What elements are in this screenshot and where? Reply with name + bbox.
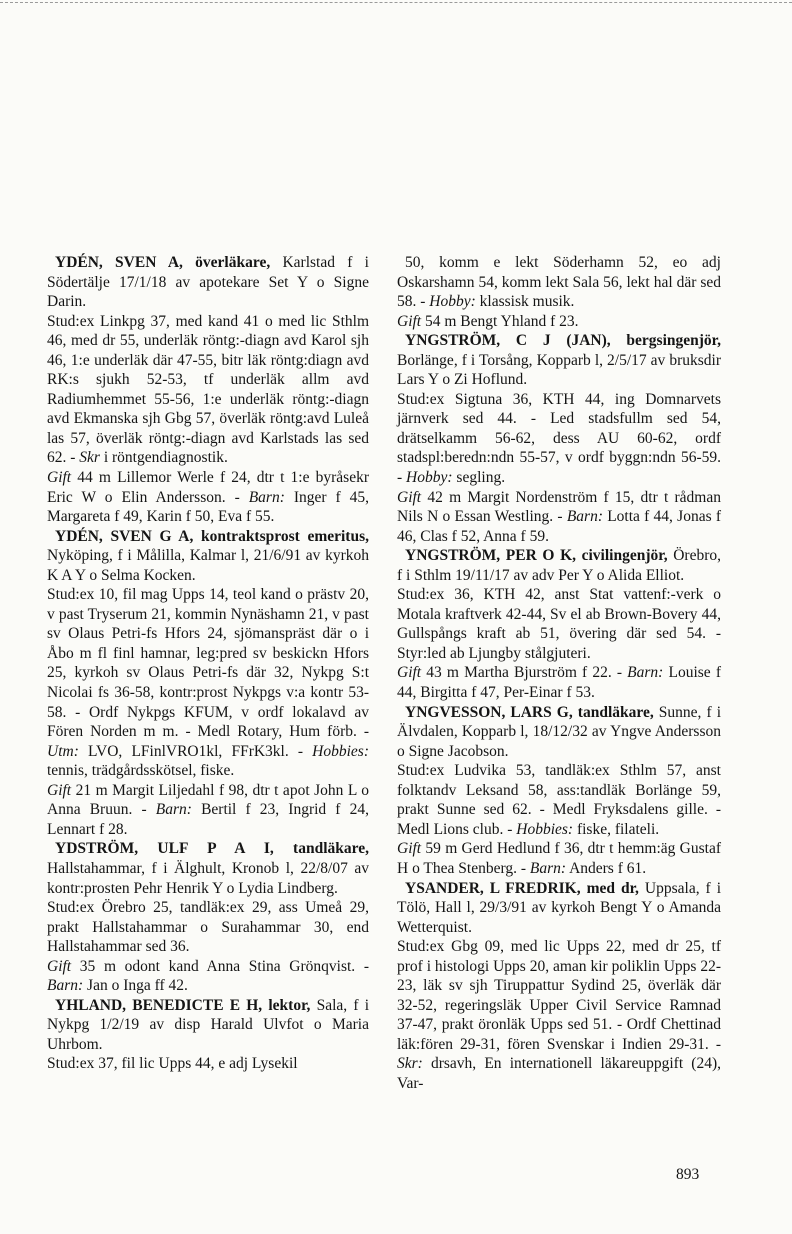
- biography-entry: [47, 253, 369, 527]
- field-label: Gift: [47, 469, 72, 487]
- field-label: Barn:: [248, 488, 285, 506]
- entry-text: Anders f 61.: [566, 859, 647, 877]
- entry-text: Stud:ex 37, fil lic Upps 44, e adj Lysekil: [47, 1055, 298, 1073]
- entry-text: 21 m Margit Liljedahl f 98, dtr t apot John L o Anna Bruun. -: [47, 781, 369, 819]
- entry-paragraph: [397, 839, 721, 878]
- field-label: Utm:: [47, 742, 79, 760]
- column-left: [47, 253, 369, 1074]
- entry-heading: YNGVESSON, LARS G, tandläkare,: [405, 703, 654, 721]
- field-label: Gift: [397, 664, 422, 682]
- entry-text: fiske, filateli.: [573, 820, 660, 838]
- entry-text: Uppsala, f i Tölö, Hall l, 29/3/91 av kyrkoh Bengt Y o Amanda Wetterquist.: [397, 879, 721, 936]
- entry-paragraph: [47, 1054, 369, 1074]
- field-label: Gift: [397, 312, 422, 330]
- entry-heading: YNGSTRÖM, PER O K, civilingenjör,: [405, 547, 668, 565]
- field-label: Hobbies:: [516, 820, 574, 838]
- entry-text: Nyköping, f i Målilla, Kalmar l, 21/6/91 av kyrkoh K A Y o Selma Kocken.: [47, 547, 369, 584]
- entry-paragraph: [47, 253, 369, 312]
- entry-text: Sunne, f i Älvdalen, Kopparb l, 18/12/32 av Yngve Andersson o Signe Jacobson.: [397, 703, 721, 760]
- field-label: Skr: [79, 449, 100, 467]
- field-label: Barn:: [627, 664, 664, 682]
- field-label: Barn:: [566, 508, 603, 526]
- entry-paragraph: [397, 253, 721, 312]
- page-number: 893: [676, 1166, 700, 1183]
- entry-text: Karlstad f i Södertälje 17/1/18 av apotekare Set Y o Signe Darin.: [47, 254, 369, 311]
- entry-paragraph: [397, 703, 721, 762]
- field-label: Hobbies:: [312, 742, 369, 760]
- entry-paragraph: [397, 331, 721, 390]
- entry-paragraph: [47, 468, 369, 527]
- entry-text: Jan o Inga ff 42.: [83, 977, 188, 995]
- column-right: [397, 253, 721, 1094]
- entry-text: 59 m Gerd Hedlund f 36, dtr t hemm:äg Gustaf H o Thea Stenberg. -: [397, 840, 721, 877]
- entry-text: Stud:ex Gbg 09, med lic Upps 22, med dr 25, tf prof i histologi Upps 20, aman kir poliklin Upps 22-23, läk sv sjh Tiruppattur Sydind 25, överläk där 32-52, regeringsläk Upper Civil Service Ramnad 37-47, prakt öronläk Upps sed 51. - Ordf Chettinad läk:fören 29-31, fören Svenskar i Indien 29-31. -: [397, 938, 721, 1053]
- biography-entry: [47, 839, 369, 995]
- entry-text: Stud:ex Ludvika 53, tandläk:ex Sthlm 57, anst folktandv Leksand 58, ass:tandläk Borlänge 59, prakt Sunne sed 62. - Medl Fryksdalens gille. - Medl Lions club. -: [397, 762, 721, 838]
- field-label: Barn:: [529, 859, 567, 877]
- entry-text: Örebro, f i Sthlm 19/11/17 av adv Per Y o Alida Elliot.: [397, 547, 721, 584]
- entry-text: Stud:ex Linkpg 37, med kand 41 o med lic Sthlm 46, med dr 55, underläk röntg:-diagn avd Karol sjh 46, 1:e underläk där 47-55, bitr läk röntg:diagn avd RK:s sjukh 52-53, tf underläk allm avd Radiumhemmet 55-56, 1:e underläk röntg:-diagn avd Ekmanska sjh Gbg 57, överläk röntg:avd Luleå las 57, överläk röntg:-diagn avd Karlstads las sed 62. -: [47, 312, 369, 467]
- field-label: Gift: [47, 957, 72, 975]
- entry-paragraph: [47, 527, 369, 586]
- entry-paragraph: [397, 761, 721, 839]
- biography-entry: [397, 703, 721, 879]
- entry-text: tennis, trädgårdsskötsel, fiske.: [47, 762, 235, 780]
- entry-paragraph: [397, 585, 721, 663]
- entry-heading: YSANDER, L FREDRIK, med dr,: [405, 879, 639, 897]
- entry-heading: YDÉN, SVEN A, överläkare,: [55, 254, 271, 271]
- entry-text: i röntgendiagnostik.: [99, 449, 228, 467]
- entry-paragraph: [47, 839, 369, 898]
- entry-paragraph: [47, 781, 369, 840]
- entry-text: Hallstahammar, f i Älghult, Kronob l, 22/8/07 av kontr:prosten Pehr Henrik Y o Lydia Lindberg.: [47, 859, 369, 897]
- field-label: Hobby:: [406, 469, 453, 487]
- entry-paragraph: [397, 390, 721, 488]
- entry-text: Stud:ex Sigtuna 36, KTH 44, ing Domnarvets järnverk sed 44. - Led stadsfullm sed 54, drätselkamm 56-62, dess AU 60-62, ordf stadspl:beredn:ndn 55-57, v ordf byggn:ndn 56-59. -: [397, 390, 721, 487]
- entry-heading: YHLAND, BENEDICTE E H, lektor,: [55, 996, 311, 1014]
- entry-text: Stud:ex Örebro 25, tandläk:ex 29, ass Umeå 29, prakt Hallstahammar o Surahammar 30, end Hallstahammar sed 36.: [47, 899, 369, 956]
- entry-paragraph: [47, 957, 369, 996]
- entry-text: LVO, LFinlVRO1kl, FFrK3kl. -: [78, 742, 313, 760]
- biography-entry: [397, 331, 721, 546]
- entry-text: Louise f 44, Birgitta f 47, Per-Einar f 53.: [397, 664, 721, 702]
- field-label: Gift: [397, 840, 422, 858]
- entry-text: Inger f 45, Margareta f 49, Karin f 50, Eva f 55.: [47, 488, 369, 526]
- biography-entry: [397, 879, 721, 1094]
- page-top-border: [0, 2, 792, 3]
- biography-entry: [47, 527, 369, 840]
- entry-paragraph: [397, 312, 721, 332]
- entry-text: Sala, f i Nykpg 1/2/19 av disp Harald Ulvfot o Maria Uhrbom.: [47, 996, 370, 1053]
- entry-text: 35 m odont kand Anna Stina Grönqvist. -: [71, 957, 369, 975]
- entry-text: 44 m Lillemor Werle f 24, dtr t 1:e byråsekr Eric W o Elin Andersson. -: [47, 469, 369, 506]
- biography-entry: [47, 996, 369, 1074]
- field-label: Gift: [47, 781, 72, 799]
- entry-heading: YDÉN, SVEN G A, kontraktsprost emeritus,: [55, 527, 369, 545]
- entry-text: segling.: [452, 469, 506, 487]
- entry-paragraph: [397, 546, 721, 585]
- field-label: Barn:: [155, 801, 192, 819]
- biography-entry: [397, 546, 721, 702]
- entry-paragraph: [397, 488, 721, 547]
- field-label: Gift: [397, 488, 422, 506]
- entry-text: 43 m Martha Bjurström f 22. -: [421, 664, 628, 682]
- entry-text: 54 m Bengt Yhland f 23.: [421, 312, 579, 330]
- entry-paragraph: [47, 898, 369, 957]
- entry-paragraph: [397, 879, 721, 938]
- entry-paragraph: [47, 312, 369, 468]
- entry-paragraph: [47, 585, 369, 780]
- entry-paragraph: [47, 996, 369, 1055]
- entry-heading: YNGSTRÖM, C J (JAN), bergsingenjör,: [405, 332, 721, 350]
- entry-text: drsavh, En internationell läkareuppgift (24), Var-: [397, 1055, 721, 1092]
- field-label: Hobby:: [429, 293, 476, 311]
- entry-text: Borlänge, f i Torsång, Kopparb l, 2/5/17 av bruksdir Lars Y o Zi Hoflund.: [397, 351, 721, 389]
- entry-heading: YDSTRÖM, ULF P A I, tandläkare,: [55, 840, 369, 858]
- entry-text: 50, komm e lekt Söderhamn 52, eo adj Oskarshamn 54, komm lekt Sala 56, lekt hal där sed 58. -: [397, 254, 721, 311]
- entry-paragraph: [397, 663, 721, 702]
- entry-text: Bertil f 23, Ingrid f 24, Lennart f 28.: [47, 801, 369, 838]
- entry-paragraph: [397, 937, 721, 1093]
- entry-text: klassisk musik.: [475, 293, 575, 311]
- entry-text: 42 m Margit Nordenström f 15, dtr t rådman Nils N o Essan Westling. -: [397, 488, 721, 526]
- field-label: Barn:: [47, 977, 84, 995]
- entry-text: Stud:ex 10, fil mag Upps 14, teol kand o prästv 20, v past Tryserum 21, kommin Nynäshamn 21, v past sv Olaus Petri-fs Hfors 24, sjömanspräst där o i Åbo m fl finl hamnar, leg:pred sv beskickn Hfors 25, kyrkoh sv Olaus Petri-fs där 32, Nykpg S:t Nicolai fs 36-58, kontr:prost Nykpgs v:a kontr 53-58. - Ordf Nykpgs KFUM, v ordf lokalavd av Fören Norden m m. - Medl Rotary, Hum förb. -: [47, 586, 369, 741]
- entry-text: Stud:ex 36, KTH 42, anst Stat vattenf:-verk o Motala kraftverk 42-44, Sv el ab Brown-Bovery 44, Gullspångs kraft ab 51, övering där sed 54. - Styr:led ab Ljungby stålgjuteri.: [397, 586, 721, 662]
- biography-entry: [397, 253, 721, 331]
- entry-text: Lotta f 44, Jonas f 46, Clas f 52, Anna f 59.: [397, 508, 721, 545]
- field-label: Skr:: [397, 1055, 423, 1073]
